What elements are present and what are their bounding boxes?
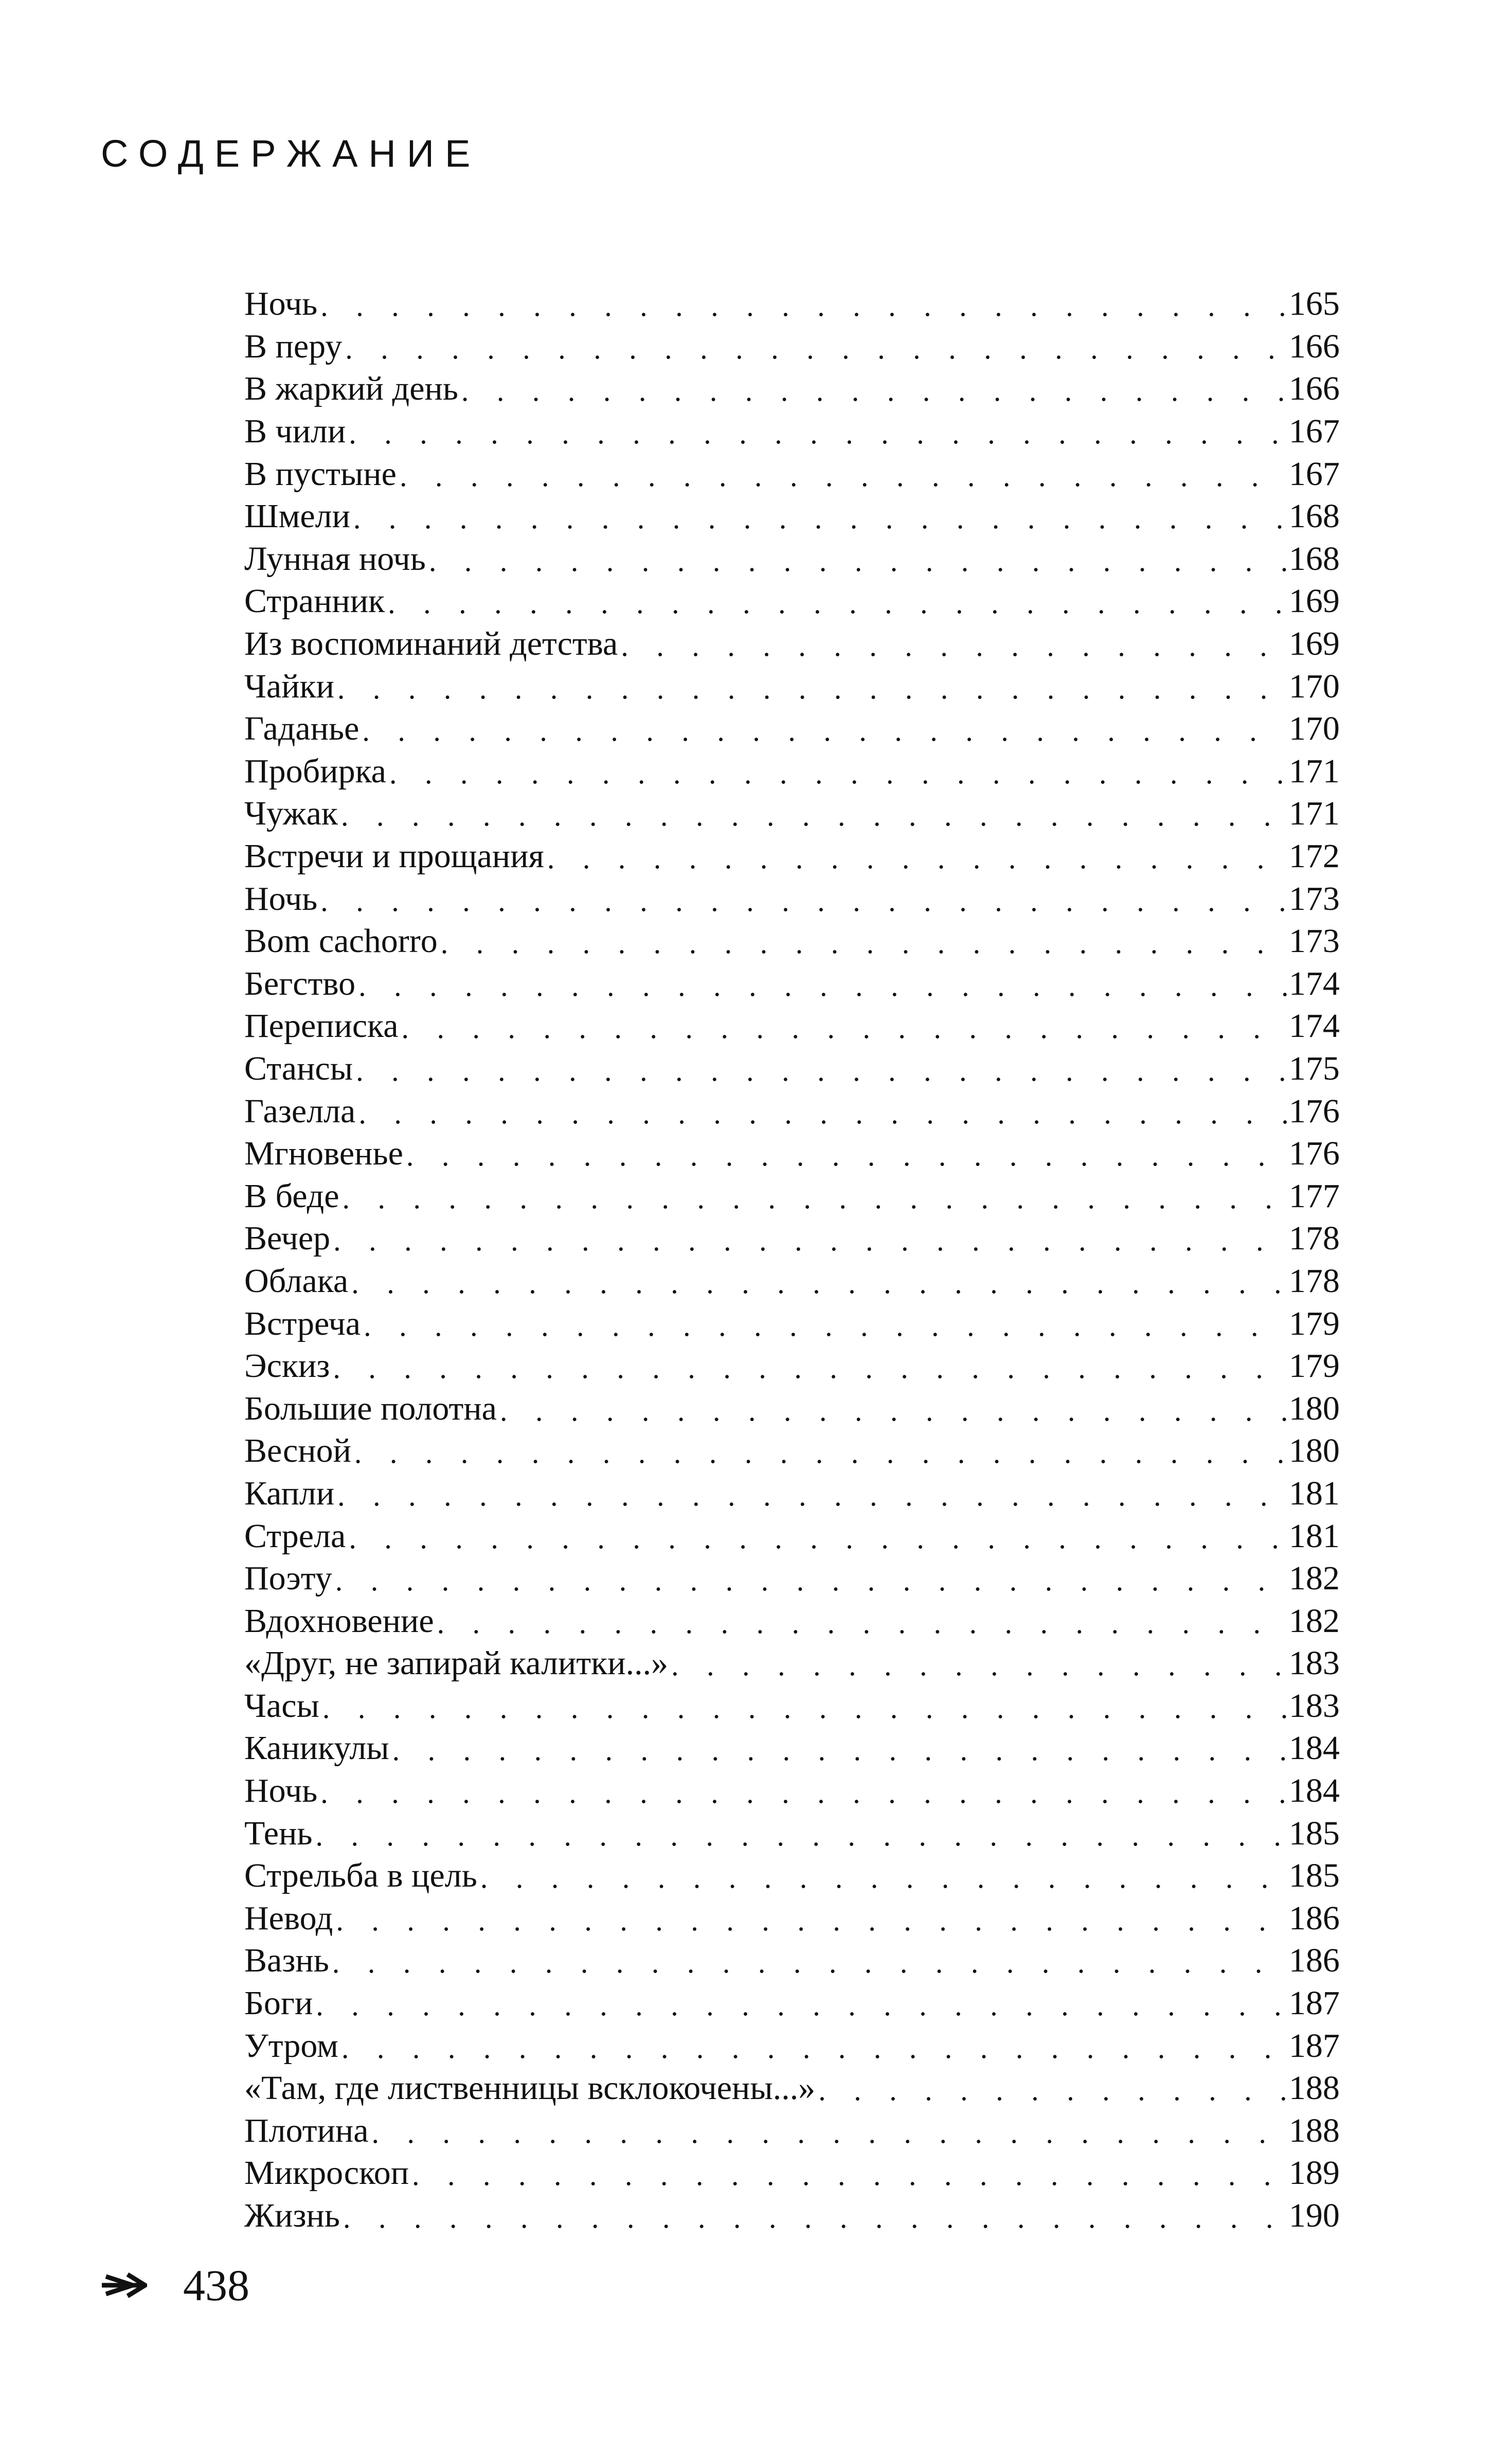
- toc-entry-page: 183: [1289, 1687, 1340, 1725]
- toc-entry-page: 167: [1289, 413, 1340, 451]
- toc-entry: [244, 2195, 1340, 2237]
- toc-entry-title: Чужак: [244, 795, 338, 833]
- dot-leader: [386, 759, 1287, 788]
- toc-entry-title: Стрельба в цель: [244, 1857, 477, 1895]
- toc-entry: [244, 1727, 1340, 1770]
- toc-entry-title: Чайки: [244, 667, 334, 705]
- toc-entry-title: Утром: [244, 2027, 338, 2065]
- toc-entry-title: Микроскоп: [244, 2154, 409, 2192]
- toc-entry: [244, 1557, 1340, 1600]
- dot-leader: [346, 1523, 1287, 1553]
- toc-entry-title: Тень: [244, 1814, 313, 1852]
- dot-leader: [815, 2075, 1287, 2105]
- dot-leader: [342, 334, 1287, 364]
- dot-leader: [350, 504, 1287, 533]
- dot-leader: [355, 1099, 1287, 1128]
- toc-entry-title: Бегство: [244, 964, 356, 1002]
- toc-entry-title: Странник: [244, 582, 385, 620]
- toc-entry-page: 180: [1289, 1389, 1340, 1427]
- toc-entry: [244, 410, 1340, 453]
- toc-entry-title: Большие полотна: [244, 1389, 497, 1427]
- dot-leader: [317, 1778, 1287, 1808]
- dot-leader: [359, 716, 1287, 746]
- dot-leader: [317, 886, 1287, 916]
- toc-entry-title: Поэту: [244, 1559, 332, 1598]
- dot-leader: [330, 1353, 1287, 1383]
- toc-entry-title: Вдохновение: [244, 1602, 434, 1640]
- toc-entry: [244, 326, 1340, 368]
- toc-entry: [244, 835, 1340, 878]
- toc-entry-page: 182: [1289, 1602, 1340, 1640]
- dot-leader: [330, 1226, 1287, 1256]
- toc-entry: [244, 1005, 1340, 1048]
- toc-entry-page: 166: [1289, 370, 1340, 408]
- toc-entry: [244, 708, 1340, 750]
- toc-entry: [244, 920, 1340, 963]
- dot-leader: [385, 588, 1287, 618]
- toc-entry-title: Встреча: [244, 1304, 361, 1342]
- toc-entry-page: 179: [1289, 1347, 1340, 1385]
- toc-entry: [244, 1048, 1340, 1090]
- dot-leader: [389, 1735, 1287, 1765]
- dot-leader: [397, 461, 1287, 491]
- toc-entry-title: В пустыне: [244, 455, 397, 493]
- toc-entry: [244, 1515, 1340, 1557]
- toc-entry: [244, 1685, 1340, 1728]
- toc-entry: [244, 2110, 1340, 2153]
- toc-entry: [244, 580, 1340, 623]
- toc-entry-page: 166: [1289, 327, 1340, 365]
- toc-entry-page: 176: [1289, 1135, 1340, 1173]
- dot-leader: [332, 1566, 1287, 1596]
- toc-entry: [244, 750, 1340, 793]
- toc-entry: [244, 877, 1340, 920]
- dot-leader: [497, 1396, 1287, 1426]
- toc-entry-page: 174: [1289, 1007, 1340, 1045]
- toc-entry-page: 174: [1289, 964, 1340, 1002]
- toc-entry-page: 186: [1289, 1942, 1340, 1980]
- toc-entry-page: 178: [1289, 1262, 1340, 1300]
- toc-entry-title: Ночь: [244, 285, 318, 323]
- toc-entry: [244, 2024, 1340, 2067]
- toc-entry-page: 184: [1289, 1772, 1340, 1810]
- toc-entry-title: Эскиз: [244, 1347, 330, 1385]
- toc-entry: [244, 793, 1340, 835]
- toc-entry: [244, 665, 1340, 708]
- toc-entry-page: 176: [1289, 1092, 1340, 1130]
- dot-leader: [409, 2160, 1287, 2190]
- toc-entry: [244, 1473, 1340, 1515]
- toc-entry: [244, 1770, 1340, 1813]
- dot-leader: [313, 1991, 1287, 2020]
- toc-entry-title: Невод: [244, 1899, 333, 1937]
- page-number: 438: [183, 2261, 249, 2310]
- toc-entry-page: 190: [1289, 2197, 1340, 2235]
- toc-entry-page: 178: [1289, 1220, 1340, 1258]
- toc-entry-title: Капли: [244, 1474, 335, 1512]
- dot-leader: [361, 1311, 1287, 1341]
- dot-leader: [334, 1481, 1287, 1511]
- dot-leader: [348, 1268, 1287, 1298]
- toc-entry-page: 184: [1289, 1729, 1340, 1767]
- toc-entry-title: Стансы: [244, 1049, 353, 1087]
- toc-entry-page: 168: [1289, 497, 1340, 535]
- toc-entry-title: Боги: [244, 1984, 313, 2022]
- toc-entry: [244, 2152, 1340, 2195]
- toc-entry: [244, 283, 1340, 326]
- toc-entry-title: Плотина: [244, 2111, 369, 2149]
- dot-leader: [317, 291, 1287, 321]
- dot-leader: [355, 971, 1287, 1001]
- dot-leader: [458, 376, 1287, 406]
- arrow-right-icon: [101, 2267, 147, 2303]
- toc-entry-page: 171: [1289, 752, 1340, 790]
- toc-entry-page: 182: [1289, 1559, 1340, 1598]
- dot-leader: [333, 1906, 1287, 1935]
- toc-entry-title: «Друг, не запирай калитки...»: [244, 1644, 669, 1682]
- toc-entry: [244, 1940, 1340, 1982]
- toc-entry-page: 165: [1289, 285, 1340, 323]
- toc-entry-page: 167: [1289, 455, 1340, 493]
- toc-entry-title: Стрела: [244, 1517, 346, 1555]
- toc-entry-title: Bom cachorro: [244, 922, 438, 960]
- toc-entry: [244, 1855, 1340, 1897]
- page-footer: [101, 2261, 249, 2310]
- dot-leader: [338, 2033, 1287, 2063]
- dot-leader: [369, 2118, 1287, 2148]
- toc-entry-page: 188: [1289, 2069, 1340, 2107]
- toc-entry-title: Переписка: [244, 1007, 399, 1045]
- toc-entry-page: 172: [1289, 837, 1340, 875]
- dot-leader: [544, 844, 1287, 873]
- dot-leader: [329, 1948, 1287, 1978]
- toc-entry: [244, 1260, 1340, 1303]
- dot-leader: [338, 801, 1287, 831]
- toc-entry-page: 168: [1289, 540, 1340, 578]
- toc-entry: [244, 1430, 1340, 1473]
- toc-entry-title: Из воспоминаний детства: [244, 625, 618, 663]
- dot-leader: [434, 1608, 1287, 1638]
- toc-entry-page: 180: [1289, 1432, 1340, 1470]
- toc-entry-title: Ночь: [244, 1772, 318, 1810]
- toc-entry-title: Пробирка: [244, 752, 386, 790]
- toc-entry: [244, 1982, 1340, 2025]
- toc-entry-page: 183: [1289, 1644, 1340, 1682]
- dot-leader: [351, 1438, 1287, 1468]
- toc-entry-page: 181: [1289, 1474, 1340, 1512]
- dot-leader: [403, 1141, 1287, 1171]
- dot-leader: [339, 1184, 1287, 1213]
- toc-entry-title: Газелла: [244, 1092, 356, 1130]
- toc-entry-title: Облака: [244, 1262, 349, 1300]
- dot-leader: [668, 1651, 1287, 1680]
- toc-entry-title: Гаданье: [244, 710, 359, 748]
- toc-entry-page: 175: [1289, 1049, 1340, 1087]
- dot-leader: [353, 1056, 1287, 1086]
- toc-entry-title: Мгновенье: [244, 1135, 403, 1173]
- toc-entry: [244, 538, 1340, 581]
- toc-entry-title: Шмели: [244, 497, 350, 535]
- toc-entry-page: 181: [1289, 1517, 1340, 1555]
- toc-entry: [244, 1600, 1340, 1642]
- toc-entry: [244, 453, 1340, 495]
- toc-entry-page: 170: [1289, 710, 1340, 748]
- toc-entry-page: 177: [1289, 1177, 1340, 1215]
- toc-entry-page: 188: [1289, 2111, 1340, 2149]
- toc-entry-page: 185: [1289, 1857, 1340, 1895]
- toc-entry-title: Ночь: [244, 880, 318, 918]
- toc-entry-title: Часы: [244, 1687, 319, 1725]
- toc-entry-page: 173: [1289, 922, 1340, 960]
- table-of-contents: [244, 283, 1340, 2237]
- toc-entry: [244, 1133, 1340, 1175]
- toc-entry: [244, 1387, 1340, 1430]
- dot-leader: [426, 546, 1287, 576]
- dot-leader: [313, 1821, 1287, 1851]
- toc-entry: [244, 623, 1340, 666]
- toc-entry-page: 187: [1289, 1984, 1340, 2022]
- toc-entry-title: Весной: [244, 1432, 351, 1470]
- toc-entry: [244, 963, 1340, 1006]
- toc-entry-page: 186: [1289, 1899, 1340, 1937]
- toc-entry: [244, 1812, 1340, 1855]
- toc-entry: [244, 1345, 1340, 1388]
- toc-entry-page: 169: [1289, 582, 1340, 620]
- toc-entry-title: Встречи и прощания: [244, 837, 544, 875]
- dot-leader: [346, 419, 1287, 449]
- toc-entry-title: Лунная ночь: [244, 540, 426, 578]
- toc-entry-page: 170: [1289, 667, 1340, 705]
- toc-entry: [244, 1642, 1340, 1685]
- toc-entry-title: Каникулы: [244, 1729, 389, 1767]
- toc-entry-title: В чили: [244, 413, 346, 451]
- toc-entry-title: В жаркий день: [244, 370, 458, 408]
- toc-entry-page: 189: [1289, 2154, 1340, 2192]
- toc-entry-title: В беде: [244, 1177, 339, 1215]
- dot-leader: [477, 1863, 1287, 1893]
- dot-leader: [618, 631, 1287, 661]
- dot-leader: [438, 928, 1287, 958]
- toc-entry: [244, 1090, 1340, 1133]
- dot-leader: [399, 1013, 1287, 1043]
- toc-entry: [244, 1302, 1340, 1345]
- toc-entry: [244, 495, 1340, 538]
- dot-leader: [334, 674, 1287, 704]
- toc-entry-title: «Там, где лиственницы всклокочены...»: [244, 2069, 816, 2107]
- page-title: СОДЕРЖАНИЕ: [101, 132, 481, 175]
- toc-entry: [244, 2067, 1340, 2110]
- toc-entry-page: 171: [1289, 795, 1340, 833]
- toc-entry-page: 169: [1289, 625, 1340, 663]
- toc-entry-title: Жизнь: [244, 2197, 340, 2235]
- toc-entry-title: Вазнь: [244, 1942, 329, 1980]
- toc-entry-page: 179: [1289, 1304, 1340, 1342]
- toc-entry: [244, 368, 1340, 410]
- toc-entry: [244, 1897, 1340, 1940]
- toc-entry: [244, 1175, 1340, 1217]
- toc-entry-page: 185: [1289, 1814, 1340, 1852]
- toc-entry: [244, 1217, 1340, 1260]
- dot-leader: [319, 1693, 1287, 1723]
- toc-entry-title: В перу: [244, 327, 343, 365]
- dot-leader: [340, 2203, 1287, 2233]
- toc-entry-page: 187: [1289, 2027, 1340, 2065]
- toc-entry-page: 173: [1289, 880, 1340, 918]
- toc-entry-title: Вечер: [244, 1220, 331, 1258]
